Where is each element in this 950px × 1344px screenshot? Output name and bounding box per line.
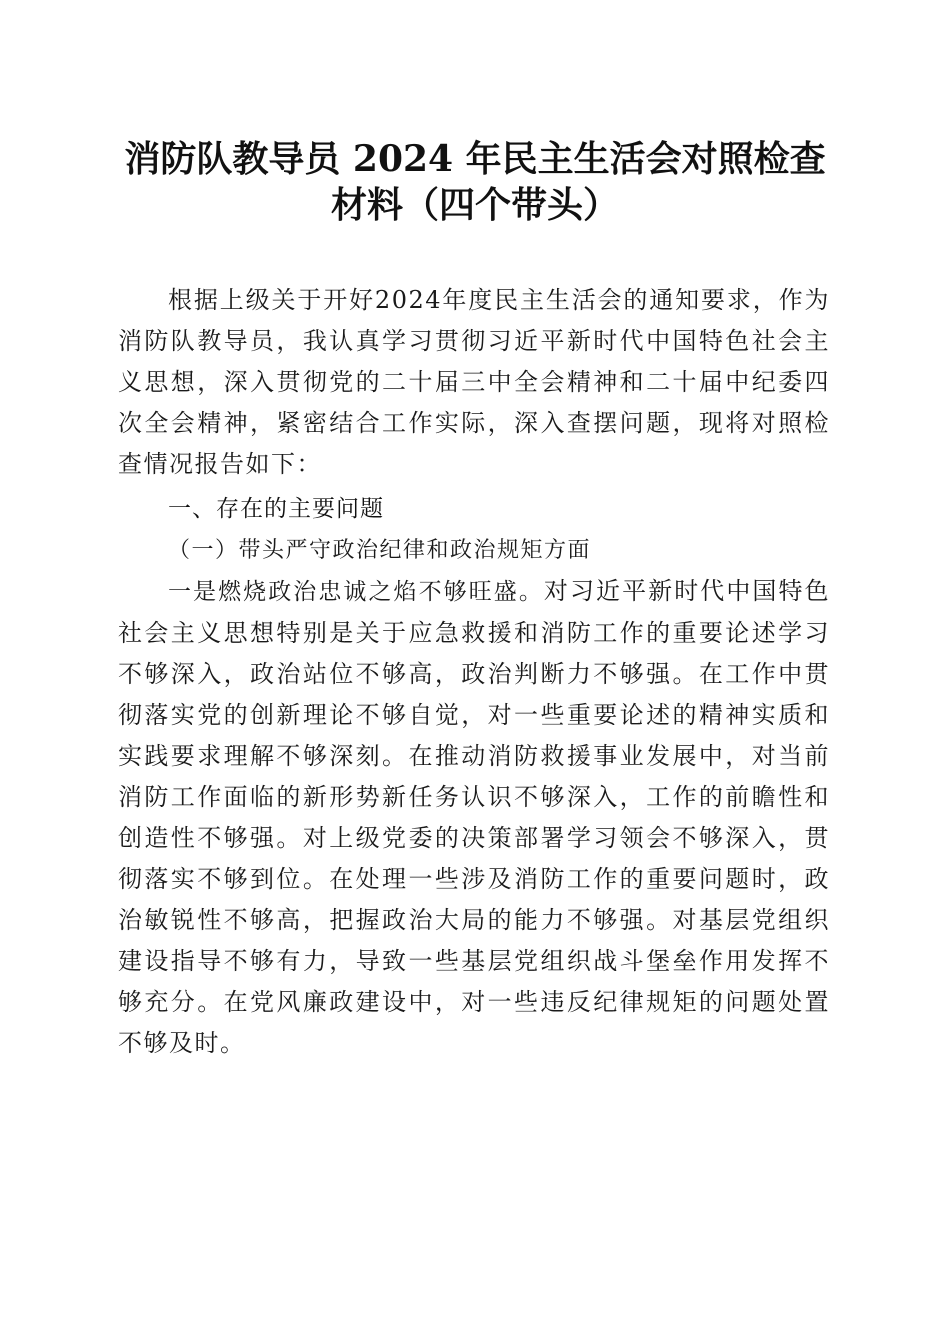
point-body: 对习近平新时代中国特色社会主义思想特别是关于应急救援和消防工作的重要论述学习不够深入，政治站位不够高，政治判断力不够强。在工作中贯彻落实党的创新理论不够自觉，对一些重要论述的精神实质和实践要求理解不够深刻。在推动消防救援事业发展中，对当前消防工作面临的新形势新任务认识不够深入，工作的前瞻性和创造性不够强。对上级党委的决策部署学习领会不够深入，贯彻落实不够到位。在处理一些涉及消防工作的重要问题时，政治敏锐性不够高，把握政治大局的能力不够强。对基层党组织建设指导不够有力，导致一些基层党组织战斗堡垒作用发挥不够充分。在党风廉政建设中，对一些违反纪律规矩的问题处置不够及时。 bbox=[118, 577, 831, 1057]
section-heading: 一、存在的主要问题 bbox=[168, 496, 384, 522]
document-title: 消防队教导员 2024 年民主生活会对照检查材料（四个带头） bbox=[124, 138, 826, 226]
document-body bbox=[118, 280, 830, 1064]
point-paragraph bbox=[118, 571, 830, 1064]
point-lead: 一是燃烧政治忠诚之焰不够旺盛。 bbox=[168, 579, 544, 605]
intro-paragraph: 根据上级关于开好2024年度民主生活会的通知要求，作为消防队教导员，我认真学习贯彻习近平新时代中国特色社会主义思想，深入贯彻党的二十届三中全会精神和二十届中纪委四次全会精神，紧密结合工作实际，深入查摆问题，现将对照检查情况报告如下： bbox=[118, 286, 830, 478]
subsection-heading: （一）带头严守政治纪律和政治规矩方面 bbox=[168, 538, 592, 563]
